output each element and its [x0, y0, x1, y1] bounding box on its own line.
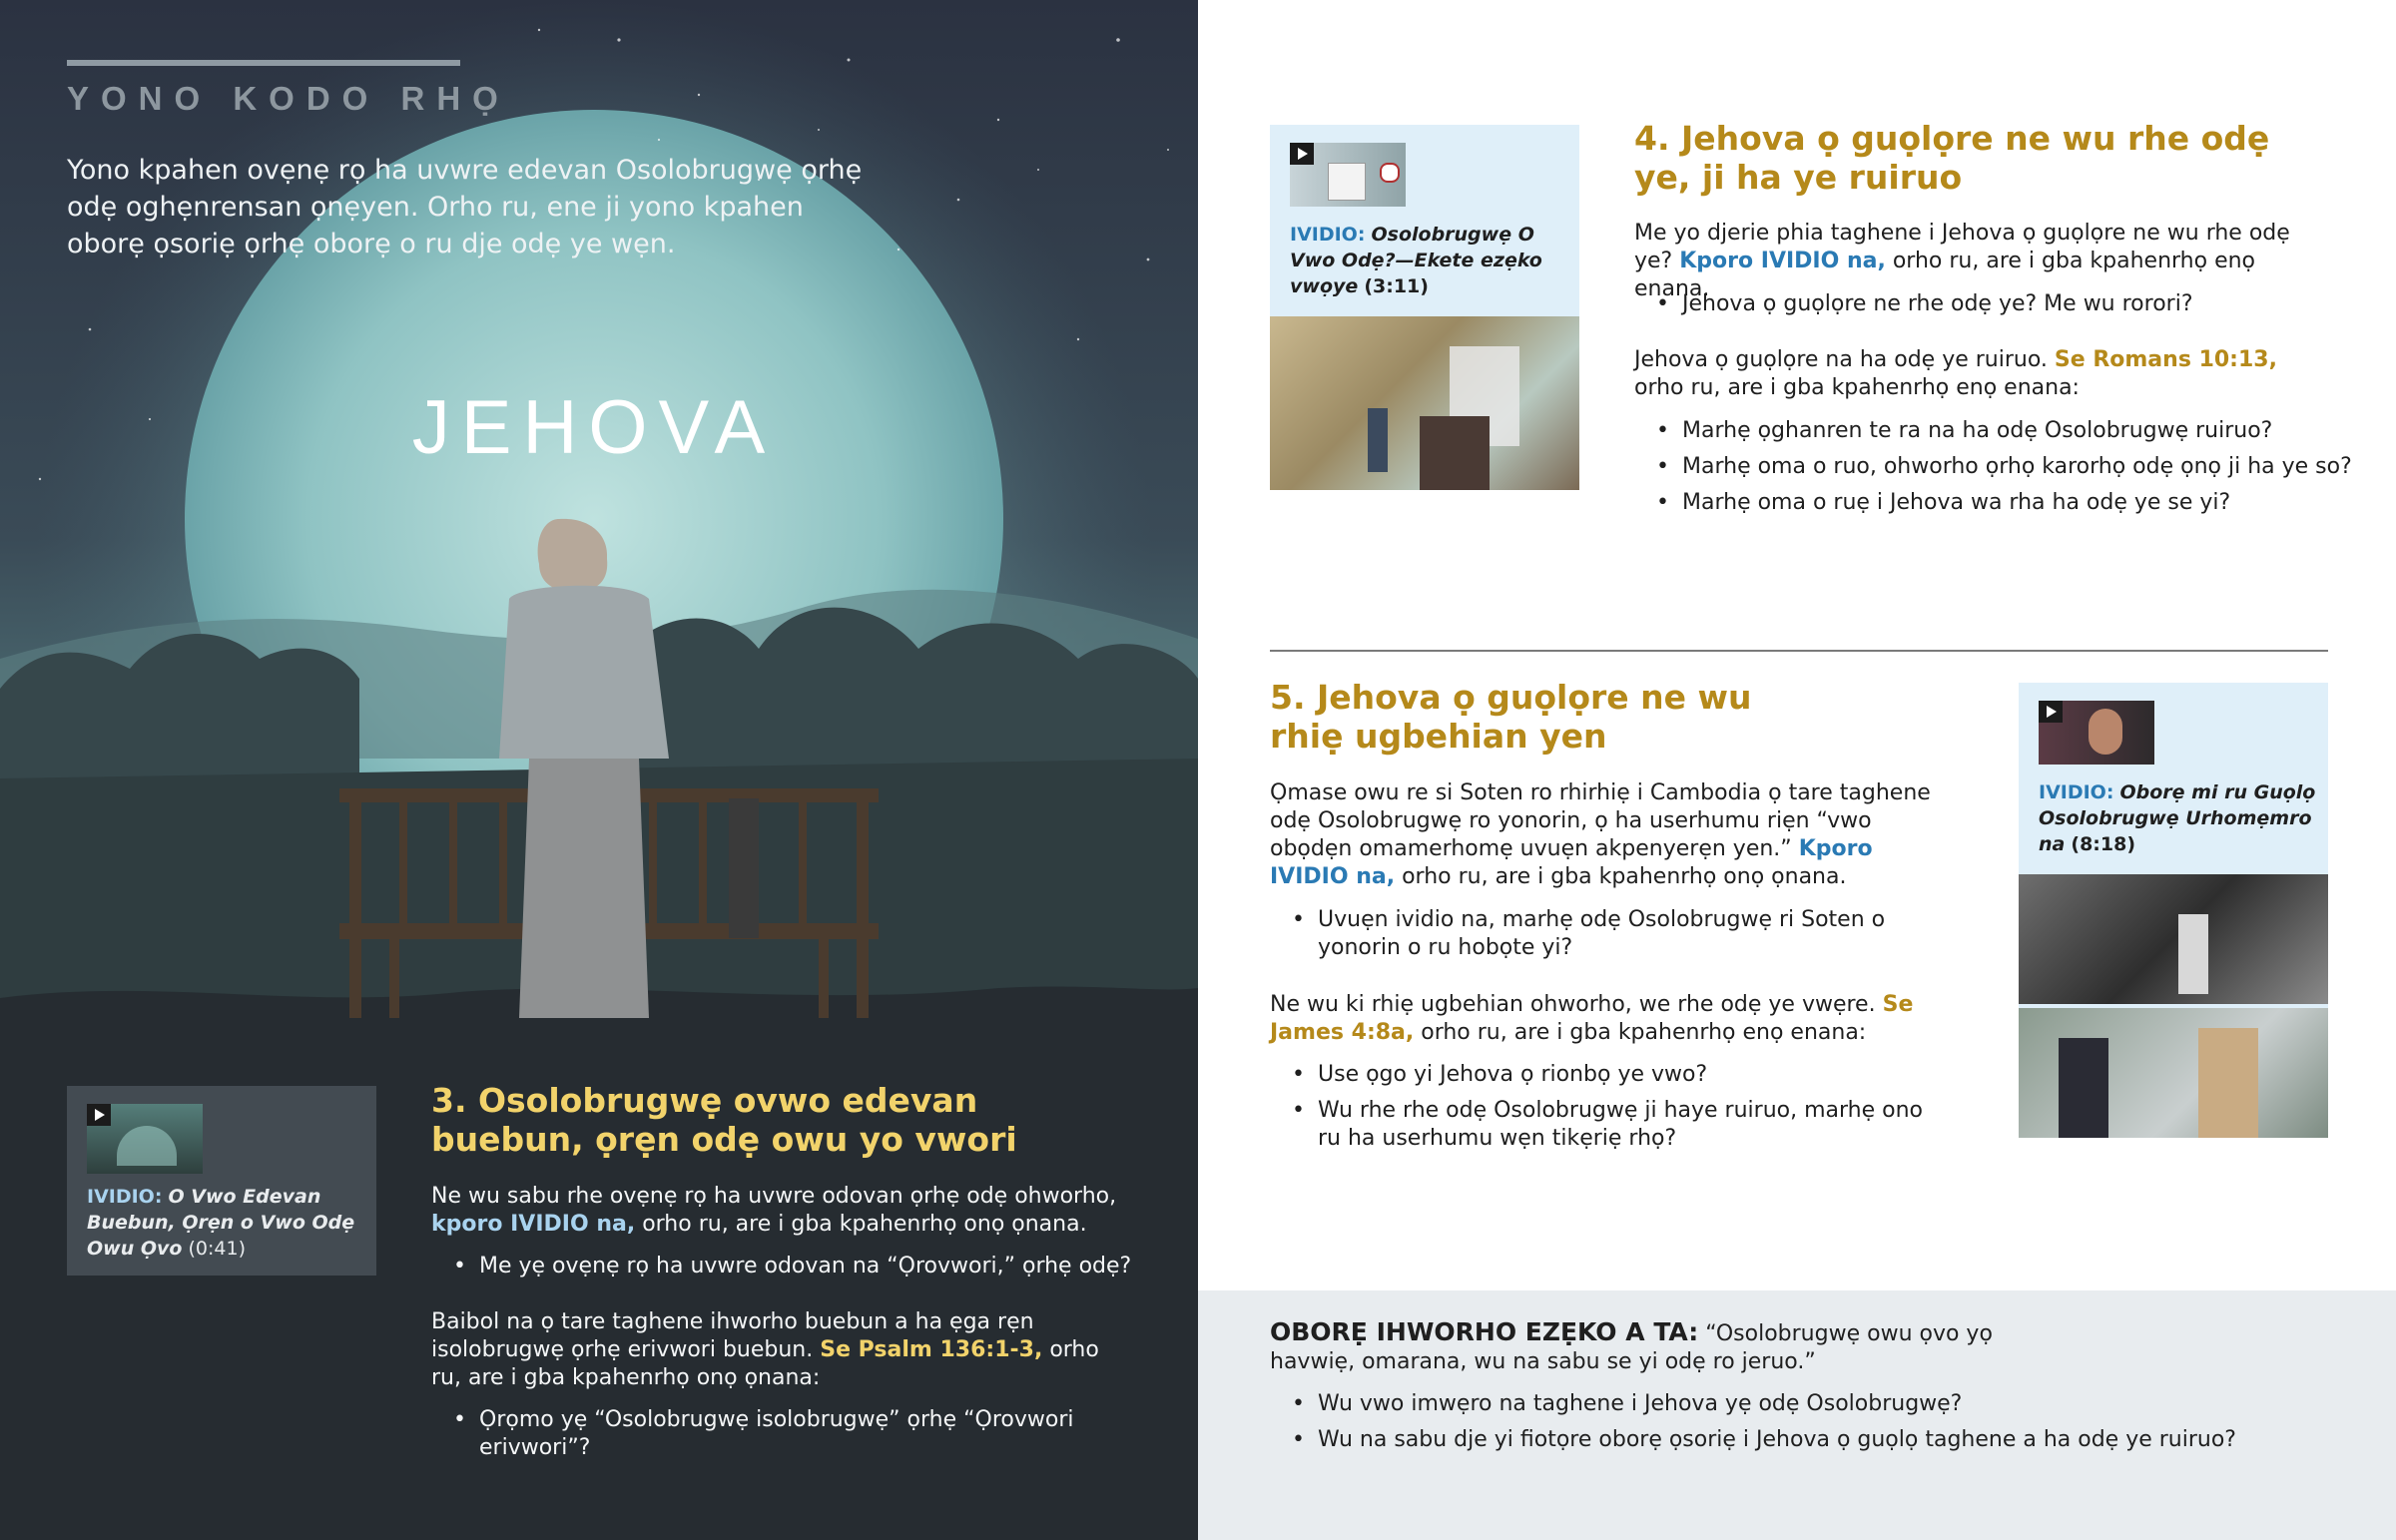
right-page: [1198, 0, 2396, 1540]
play-icon[interactable]: [87, 1104, 111, 1126]
presenter-figure: [1368, 408, 1388, 472]
intro-paragraph: Yono kpahen ovẹnẹ rọ ha uvwre edevan Osolobrugwẹ ọrhẹ odẹ oghẹnrensan ọnẹyen. Orho ru, ene ji yono kpahen oborẹ ọsoriẹ ọrhẹ oborẹ o ru dje odẹ ye wẹn.: [67, 155, 863, 259]
video-still-image[interactable]: [1270, 316, 1579, 490]
section-3-p2-tail: orho ru, are i gba kpahenrhọ onọ ọnana:: [431, 1337, 1099, 1390]
section-3-question-list-1: [431, 1253, 1158, 1288]
video-thumbnail[interactable]: [1290, 143, 1406, 207]
section-3-question-list-2: [431, 1406, 1158, 1470]
section-3-p2-text: Baibol na ọ tare taghene ihworho buebun a ha ẹga rẹn isolobrugwẹ ọrhẹ erivwori buebun.: [431, 1309, 1034, 1362]
section-4-p2-text: Jehova ọ guọlọre na ha odẹ ye ruiruo.: [1634, 347, 2048, 372]
section-3-p1-tail: orho ru, are i gba kpahenrhọ onọ ọnana.: [642, 1212, 1087, 1237]
video-thumbnail[interactable]: [87, 1104, 203, 1174]
book-cover-shape: [1420, 416, 1490, 490]
video-title: Oborẹ mi ru Guọlọ Osolobrugwẹ Urhomẹmro na: [2039, 781, 2316, 855]
section-3-paragraph-1: [431, 1183, 1130, 1239]
bottom-question-list: [1270, 1390, 2316, 1462]
kicker-bar: [67, 60, 460, 66]
thumbnail-moon-shape: [117, 1126, 177, 1166]
others-say-paragraph: [1270, 1318, 2049, 1376]
section-5-question-list-1: [1270, 906, 1937, 970]
video-still-image-2[interactable]: [2019, 1008, 2328, 1138]
video-label: IVIDIO:: [1290, 224, 1366, 246]
video-thumbnail[interactable]: [2039, 701, 2154, 765]
section-4-question-list-1: [1634, 290, 2361, 326]
section-4-question-list-2: [1634, 417, 2381, 525]
section-3-p1-text: Ne wu sabu rhe ovẹnẹ rọ ha uvwre odovan ọrhẹ odẹ ohworho,: [431, 1184, 1117, 1209]
scripture-reference[interactable]: Se James 4:8a,: [1270, 992, 1914, 1045]
question-item: • Jehova ọ guọlọre ne rhe odẹ ye? Me wu rorori?: [1682, 290, 2361, 318]
video-card-4[interactable]: [1270, 125, 1579, 490]
play-icon[interactable]: [2039, 701, 2063, 723]
no-symbol-icon: [1380, 163, 1400, 183]
video-title: O Vwo Edevan Buebun, Ọrẹn o Vwo Odẹ Owu Ọvo: [87, 1186, 355, 1260]
question-item: • Wu na sabu dje yi fiotọre oborẹ ọsoriẹ i Jehova ọ guọlọ taghene a ha odẹ ye ruiruo?: [1318, 1426, 2316, 1454]
video-caption: [1290, 222, 1564, 299]
thumbnail-book-shape: [1328, 163, 1366, 201]
section-4-paragraph-2: [1634, 346, 2333, 402]
section-4-p2-tail: orho ru, are i gba kpahenrhọ enọ enana:: [1634, 375, 2080, 400]
video-caption: [2039, 779, 2318, 857]
video-link[interactable]: kporo IVIDIO na,: [431, 1212, 636, 1237]
video-title: Osolobrugwẹ O Vwo Odẹ?—Ekete ezẹko vwọye: [1290, 224, 1542, 297]
scripture-reference[interactable]: Se Psalm 136:1-3,: [820, 1337, 1043, 1362]
video-link[interactable]: Kporo IVIDIO na,: [1679, 249, 1886, 273]
others-say-quote: “Osolobrugwẹ owu ọvo yọ havwiẹ, omarana, wu na sabu se yi odẹ ro jeruo.”: [1270, 1321, 1993, 1374]
bottom-discussion-band: [1198, 1290, 2396, 1540]
section-5-paragraph-1: [1270, 779, 1939, 891]
section-4-p1-text: Me yo djerie phia taghene i Jehova ọ guọlọre ne wu rhe odẹ ye?: [1634, 221, 2290, 273]
video-link[interactable]: Kporo IVIDIO na,: [1270, 836, 1873, 889]
section-4-title: 4. Jehova ọ guọlọre ne wu rhe odẹ ye, ji ha ye ruiruo: [1634, 119, 2270, 197]
question-item: • Marhẹ ọghanren te ra na ha odẹ Osolobrugwẹ ruiruo?: [1682, 417, 2381, 445]
video-label: IVIDIO:: [2039, 781, 2114, 803]
question-item: • Ọrọmo yẹ “Osolobrugwẹ isolobrugwẹ” ọrhẹ “Ọrovwori erivwori”?: [479, 1406, 1158, 1462]
video-label: IVIDIO:: [87, 1186, 163, 1208]
question-item: • Marhẹ oma o ruo, ohworho ọrhọ karorhọ odẹ ọnọ ji ha ye so?: [1682, 453, 2381, 481]
video-card-3[interactable]: [67, 1086, 376, 1276]
hero-title: JEHOVA: [411, 385, 777, 470]
man-figure: [2198, 1028, 2258, 1138]
question-item: • Marhẹ oma o ruẹ i Jehova wa rha ha odẹ ye se yi?: [1682, 489, 2381, 517]
section-5-p2-tail: orho ru, are i gba kpahenrhọ enọ enana:: [1421, 1020, 1867, 1045]
section-3-paragraph-2: [431, 1308, 1130, 1392]
section-kicker: YONO KODO RHỌ: [67, 80, 510, 117]
section-5-p1-text: Ọmase owu re si Soten ro rhirhiẹ i Cambodia ọ tare taghene odẹ Osolobrugwẹ ro yonorin, ọ ha userhumu riẹn “vwo obọdẹn omamerhomẹ uvuẹn akpenyerẹn yen.”: [1270, 780, 1931, 861]
question-item: • Me yẹ ovẹnẹ rọ ha uvwre odovan na “Ọrovwori,” ọrhẹ odẹ?: [479, 1253, 1158, 1281]
thumbnail-face-shape: [2089, 709, 2122, 755]
video-card-5[interactable]: [2019, 683, 2328, 1138]
scripture-reference[interactable]: Se Romans 10:13,: [2054, 347, 2277, 372]
girl-figure: [2178, 914, 2208, 994]
section-4-p1-tail: orho ru, are i gba kpahenrhọ enọ enana.: [1634, 249, 2256, 301]
others-say-lead: OBORẸ IHWORHO EZẸKO A TA:: [1270, 1317, 1699, 1346]
video-duration: (8:18): [2071, 833, 2136, 855]
section-5-paragraph-2: [1270, 991, 1919, 1047]
question-item: • Wu vwo imwẹro na taghene i Jehova yẹ odẹ Osolobrugwẹ?: [1318, 1390, 2316, 1418]
question-item: • Uvuẹn ividio na, marhẹ odẹ Osolobrugwẹ ri Soten o yonorin o ru hobọte yi?: [1318, 906, 1937, 962]
video-duration: (3:11): [1364, 275, 1429, 297]
section-5-p2-text: Ne wu ki rhiẹ ugbehian ohworho, we rhe odẹ ye vwẹre.: [1270, 992, 1876, 1017]
play-icon[interactable]: [1290, 143, 1314, 165]
video-duration: (0:41): [188, 1238, 246, 1260]
video-caption: [87, 1184, 366, 1262]
section-divider: [1270, 650, 2328, 652]
section-5-question-list-2: [1270, 1061, 1937, 1161]
question-item: • Wu rhe rhe odẹ Osolobrugwẹ ji haye ruiruo, marhẹ ono ru ha userhumu wẹn tikẹriẹ rhọ?: [1318, 1097, 1937, 1153]
section-3-title: 3. Osolobrugwẹ ovwo edevan buebun, ọrẹn odẹ owu yo vwori: [431, 1081, 1017, 1159]
question-item: • Use ọgo yi Jehova ọ rionbọ ye vwo?: [1318, 1061, 1937, 1089]
section-5-title: 5. Jehova ọ guọlọre ne wu rhiẹ ugbehian yen: [1270, 678, 1752, 756]
section-5-p1-tail: orho ru, are i gba kpahenrhọ onọ ọnana.: [1402, 864, 1847, 889]
video-still-image-1[interactable]: [2019, 874, 2328, 1004]
woman-figure: [2059, 1038, 2108, 1138]
